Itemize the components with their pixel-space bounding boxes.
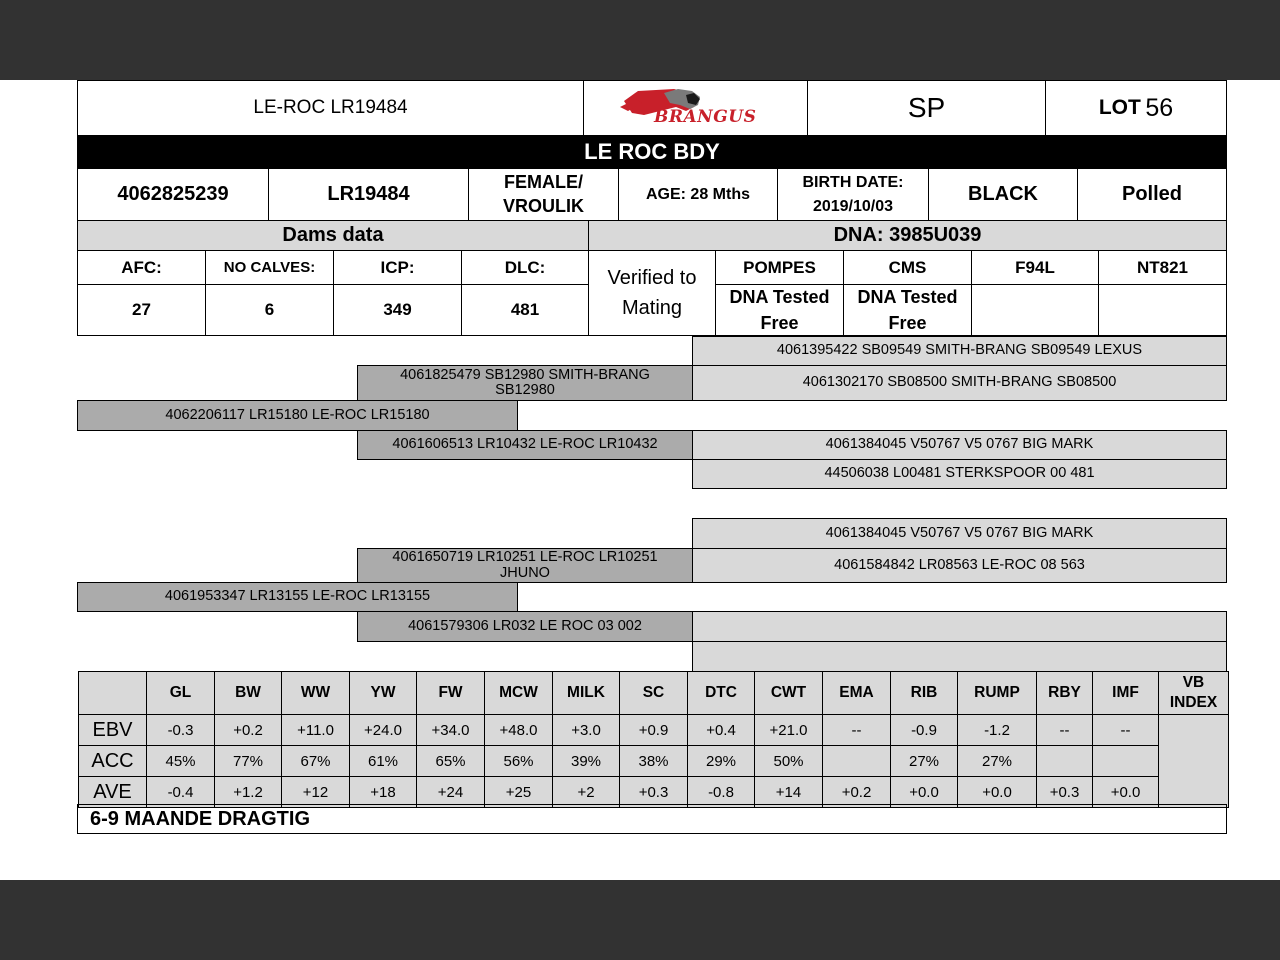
ave-mcw: +25 [485, 777, 553, 808]
ped-sd-text: 4061606513 LR10432 LE-ROC LR10432 [392, 436, 658, 453]
pedigree-sire-sire-dam [692, 365, 1227, 401]
ped-sds-text: 4061384045 V50767 V5 0767 BIG MARK [825, 436, 1094, 453]
dna-result-cms [843, 284, 972, 336]
acc-yw: 61% [350, 746, 417, 777]
icp-value: 349 [383, 300, 412, 319]
dams-value-calves [205, 284, 334, 336]
pompes-result: DNA Tested Free [729, 286, 830, 333]
icp-label: ICP: [380, 257, 415, 277]
col-ema: EMA [823, 672, 891, 715]
dams-heading [77, 220, 589, 251]
ebv-table [78, 671, 1229, 808]
vb-index-value [1159, 715, 1229, 808]
calves-value: 6 [264, 300, 275, 319]
ped-dam-text: 4061953347 LR13155 LE-ROC LR13155 [164, 588, 431, 605]
ped-sdd-text: 44506038 L00481 STERKSPOOR 00 481 [824, 465, 1095, 482]
cms-result: DNA Tested Free [857, 286, 958, 333]
herd-id-text: LR19484 [327, 183, 410, 205]
ebv-fw: +34.0 [417, 715, 485, 746]
dams-value-afc [77, 284, 206, 336]
age-text: AGE: 28 Mths [645, 185, 750, 203]
ebv-ww: +11.0 [282, 715, 350, 746]
dams-label-afc [77, 250, 206, 285]
ebv-gl: -0.3 [147, 715, 215, 746]
breed-code-text: SP [907, 92, 946, 123]
ped-ssd-text: 4061302170 SB08500 SMITH-BRANG SB08500 [802, 374, 1117, 391]
acc-dtc: 29% [688, 746, 755, 777]
breed-code [807, 80, 1046, 136]
acc-milk: 39% [553, 746, 620, 777]
ped-dd-text: 4061579306 LR032 LE ROC 03 002 [408, 617, 642, 634]
lot-label: LOT [1098, 96, 1141, 119]
registration-number [77, 168, 269, 221]
pedigree-dam-sire [357, 548, 693, 583]
dlc-value: 481 [510, 300, 540, 319]
ebv-corner [79, 672, 147, 715]
dna-test-f94l [971, 250, 1099, 285]
col-mcw: MCW [485, 672, 553, 715]
dna-heading-text: DNA: 3985U039 [833, 224, 982, 246]
ave-row [79, 777, 1229, 808]
acc-sc: 38% [620, 746, 688, 777]
acc-ww: 67% [282, 746, 350, 777]
ave-cwt: +14 [755, 777, 823, 808]
animal-name: LE ROC BDY [584, 139, 720, 164]
dams-label-icp [333, 250, 462, 285]
pedigree-dam-dam [357, 611, 693, 642]
dams-heading-text: Dams data [282, 224, 384, 246]
dlc-label: DLC: [504, 257, 546, 277]
col-ww: WW [282, 672, 350, 715]
dna-test-nt821 [1098, 250, 1227, 285]
pedigree-sire-sire [357, 365, 693, 401]
ave-sc: +0.3 [620, 777, 688, 808]
pedigree-sire-sire-sire [692, 336, 1227, 366]
ebv-mcw: +48.0 [485, 715, 553, 746]
dna-test-cms [843, 250, 972, 285]
lot-box [1045, 80, 1227, 136]
pedigree-sire-dam-dam [692, 459, 1227, 489]
dams-label-dlc [461, 250, 589, 285]
ebv-header-row [79, 672, 1229, 715]
ebv-bw: +0.2 [215, 715, 282, 746]
ave-rib: +0.0 [891, 777, 958, 808]
ave-dtc: -0.8 [688, 777, 755, 808]
ave-imf: +0.0 [1093, 777, 1159, 808]
birth-date [777, 168, 929, 221]
acc-rib: 27% [891, 746, 958, 777]
col-gl: GL [147, 672, 215, 715]
row-label-ave: AVE [79, 777, 147, 808]
acc-row [79, 746, 1229, 777]
ped-ss-text: 4061825479 SB12980 SMITH-BRANG SB12980 [400, 366, 650, 398]
row-label-ebv: EBV [79, 715, 147, 746]
col-dtc: DTC [688, 672, 755, 715]
ped-dsd-text: 4061584842 LR08563 LE-ROC 08 563 [834, 556, 1085, 573]
col-rib: RIB [891, 672, 958, 715]
ave-yw: +18 [350, 777, 417, 808]
pedigree-sire-dam-sire [692, 430, 1227, 460]
ave-ema: +0.2 [823, 777, 891, 808]
animal-id [77, 80, 584, 136]
pedigree-sire-dam [357, 430, 693, 460]
acc-gl: 45% [147, 746, 215, 777]
color-text: BLACK [968, 183, 1038, 205]
ped-ds-text: 4061650719 LR10251 LE-ROC LR10251 JHUNO [392, 549, 658, 581]
acc-imf [1093, 746, 1159, 777]
pedigree-dam-sire-dam [692, 548, 1227, 583]
color [928, 168, 1078, 221]
ebv-rib: -0.9 [891, 715, 958, 746]
col-yw: YW [350, 672, 417, 715]
col-bw: BW [215, 672, 282, 715]
acc-ema [823, 746, 891, 777]
ebv-milk: +3.0 [553, 715, 620, 746]
pompes-label: POMPES [743, 257, 816, 277]
ebv-dtc: +0.4 [688, 715, 755, 746]
pedigree-dam-dam-sire [692, 611, 1227, 642]
animal-id-text: LE-ROC LR19484 [253, 97, 408, 118]
ebv-row [79, 715, 1229, 746]
col-milk: MILK [553, 672, 620, 715]
ebv-cwt: +21.0 [755, 715, 823, 746]
afc-label: AFC: [121, 257, 162, 277]
ped-sire-text: 4062206117 LR15180 LE-ROC LR15180 [165, 406, 430, 423]
col-rby: RBY [1037, 672, 1093, 715]
pregnancy-note-text: 6-9 MAANDE DRAGTIG [90, 807, 311, 830]
ped-dss-text: 4061384045 V50767 V5 0767 BIG MARK [825, 524, 1094, 541]
col-imf: IMF [1093, 672, 1159, 715]
pregnancy-note [77, 804, 1227, 834]
ebv-ema: -- [823, 715, 891, 746]
calves-label: NO CALVES: [223, 259, 316, 276]
pedigree-dam-sire-sire [692, 518, 1227, 549]
horn-status [1077, 168, 1227, 221]
brangus-logo [583, 80, 808, 136]
ave-fw: +24 [417, 777, 485, 808]
acc-bw: 77% [215, 746, 282, 777]
ave-rump: +0.0 [958, 777, 1037, 808]
col-rump: RUMP [958, 672, 1037, 715]
cms-label: CMS [888, 257, 927, 277]
vb-index-label: VB INDEX [1169, 673, 1218, 711]
sex [468, 168, 619, 221]
dna-verified-text: Verified to Mating [607, 267, 697, 319]
brangus-logo-text: BRANGUS [654, 107, 757, 127]
ave-rby: +0.3 [1037, 777, 1093, 808]
ebv-yw: +24.0 [350, 715, 417, 746]
col-vb-index [1159, 672, 1229, 715]
col-cwt: CWT [755, 672, 823, 715]
dna-result-f94l [971, 284, 1099, 336]
pedigree-dam-dam-dam [692, 641, 1227, 672]
birth-date-text: BIRTH DATE: 2019/10/03 [802, 174, 904, 215]
dna-heading [588, 220, 1227, 251]
f94l-label: F94L [1015, 257, 1055, 277]
bottom-band [0, 880, 1280, 960]
nt821-label: NT821 [1136, 257, 1189, 277]
herd-id [268, 168, 469, 221]
dams-value-dlc [461, 284, 589, 336]
acc-rump: 27% [958, 746, 1037, 777]
dna-verified [588, 250, 716, 336]
acc-fw: 65% [417, 746, 485, 777]
row-label-acc: ACC [79, 746, 147, 777]
dna-result-pompes [715, 284, 844, 336]
col-sc: SC [620, 672, 688, 715]
pedigree-dam [77, 582, 518, 612]
top-band [0, 0, 1280, 80]
ebv-sc: +0.9 [620, 715, 688, 746]
dna-test-pompes [715, 250, 844, 285]
age [618, 168, 778, 221]
ped-sss-text: 4061395422 SB09549 SMITH-BRANG SB09549 LEXUS [776, 342, 1143, 359]
ave-gl: -0.4 [147, 777, 215, 808]
ave-milk: +2 [553, 777, 620, 808]
horn-status-text: Polled [1121, 183, 1182, 205]
afc-value: 27 [132, 300, 151, 319]
registration-text: 4062825239 [117, 183, 229, 205]
ave-ww: +12 [282, 777, 350, 808]
col-fw: FW [417, 672, 485, 715]
ave-bw: +1.2 [215, 777, 282, 808]
sex-text: FEMALE/ VROULIK [503, 172, 584, 216]
dna-result-nt821 [1098, 284, 1227, 336]
acc-cwt: 50% [755, 746, 823, 777]
dams-value-icp [333, 284, 462, 336]
animal-name-bar [77, 135, 1227, 169]
ebv-rby: -- [1037, 715, 1093, 746]
pedigree-sire [77, 400, 518, 431]
acc-mcw: 56% [485, 746, 553, 777]
dams-label-calves [205, 250, 334, 285]
ebv-imf: -- [1093, 715, 1159, 746]
ebv-rump: -1.2 [958, 715, 1037, 746]
acc-rby [1037, 746, 1093, 777]
lot-number: 56 [1145, 93, 1174, 122]
